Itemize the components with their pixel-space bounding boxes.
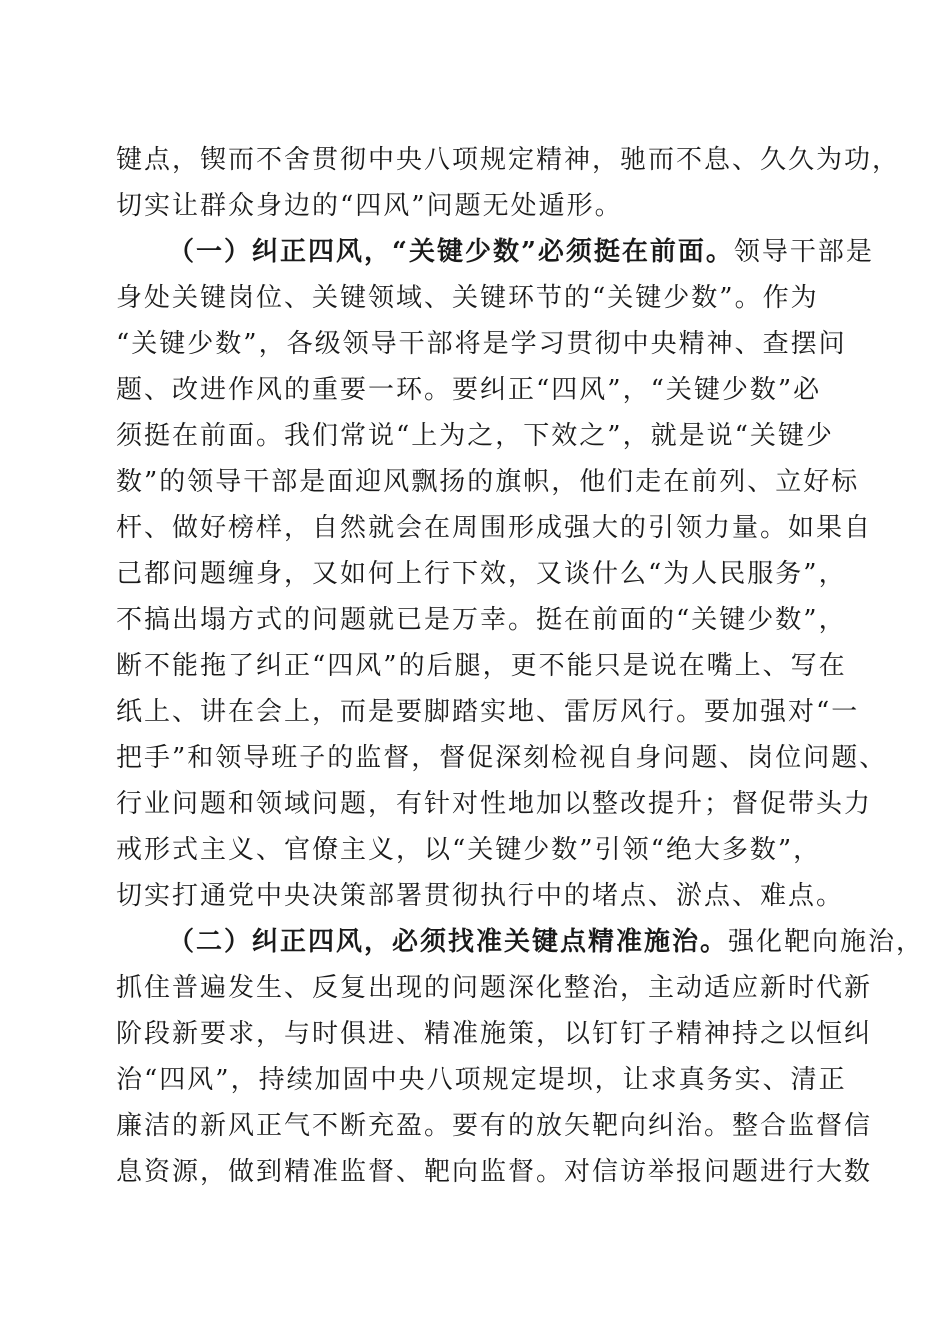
body-line: “关键少数”，各级领导干部将是学习贯彻中央精神、查摆问 — [116, 329, 847, 359]
body-run: 强化靶向施治， — [728, 927, 925, 957]
body-line: 断不能拖了纠正“四风”的后腿，更不能只是说在嘴上、写在 — [116, 651, 847, 681]
body-line: 把手”和领导班子的监督，督促深刻检视自身问题、岗位问题、 — [116, 743, 888, 773]
body-line: 息资源，做到精准监督、靶向监督。对信访举报问题进行大数 — [116, 1157, 873, 1187]
body-line: 行业问题和领域问题，有针对性地加以整改提升；督促带头力 — [116, 789, 873, 819]
body-line: 己都问题缠身，又如何上行下效，又谈什么“为人民服务”， — [116, 559, 847, 589]
body-line: 题、改进作风的重要一环。要纠正“四风”，“关键少数”必 — [116, 375, 822, 405]
body-line: 抓住普遍发生、反复出现的问题深化整治，主动适应新时代新 — [116, 973, 873, 1003]
section-2-heading: （二）纠正四风，必须找准关键点精准施治。 — [168, 927, 729, 957]
body-line: 阶段新要求，与时俱进、精准施策，以钉钉子精神持之以恒纠 — [116, 1019, 873, 1049]
body-line: 键点，锲而不舍贯彻中央八项规定精神，驰而不息、久久为功， — [116, 145, 901, 175]
section-1-first-line — [168, 232, 874, 272]
body-line: 杆、做好榜样，自然就会在周围形成强大的引领力量。如果自 — [116, 513, 873, 543]
section-1-heading: （一）纠正四风，“关键少数”必须挺在前面。 — [168, 237, 734, 267]
body-line: 廉洁的新风正气不断充盈。要有的放矢靶向纠治。整合监督信 — [116, 1111, 873, 1141]
body-line: 纸上、讲在会上，而是要脚踏实地、雷厉风行。要加强对“一 — [116, 697, 860, 727]
body-line: 切实让群众身边的“四风”问题无处遁形。 — [116, 191, 623, 221]
body-line: 不搞出塌方式的问题就已是万幸。挺在前面的“关键少数”， — [116, 605, 847, 635]
body-line: 戒形式主义、官僚主义，以“关键少数”引领“绝大多数”， — [116, 835, 822, 865]
body-line: 切实打通党中央决策部署贯彻执行中的堵点、淤点、难点。 — [116, 881, 845, 911]
body-line: 治“四风”，持续加固中央八项规定堤坝，让求真务实、清正 — [116, 1065, 847, 1095]
body-run: 领导干部是 — [733, 237, 874, 267]
body-line: 数”的领导干部是面迎风飘扬的旗帜，他们走在前列、立好标 — [116, 467, 860, 497]
body-line: 须挺在前面。我们常说“上为之，下效之”，就是说“关键少 — [116, 421, 834, 451]
body-line: 身处关键岗位、关键领域、关键环节的“关键少数”。作为 — [116, 283, 819, 313]
section-2-first-line — [168, 922, 924, 962]
